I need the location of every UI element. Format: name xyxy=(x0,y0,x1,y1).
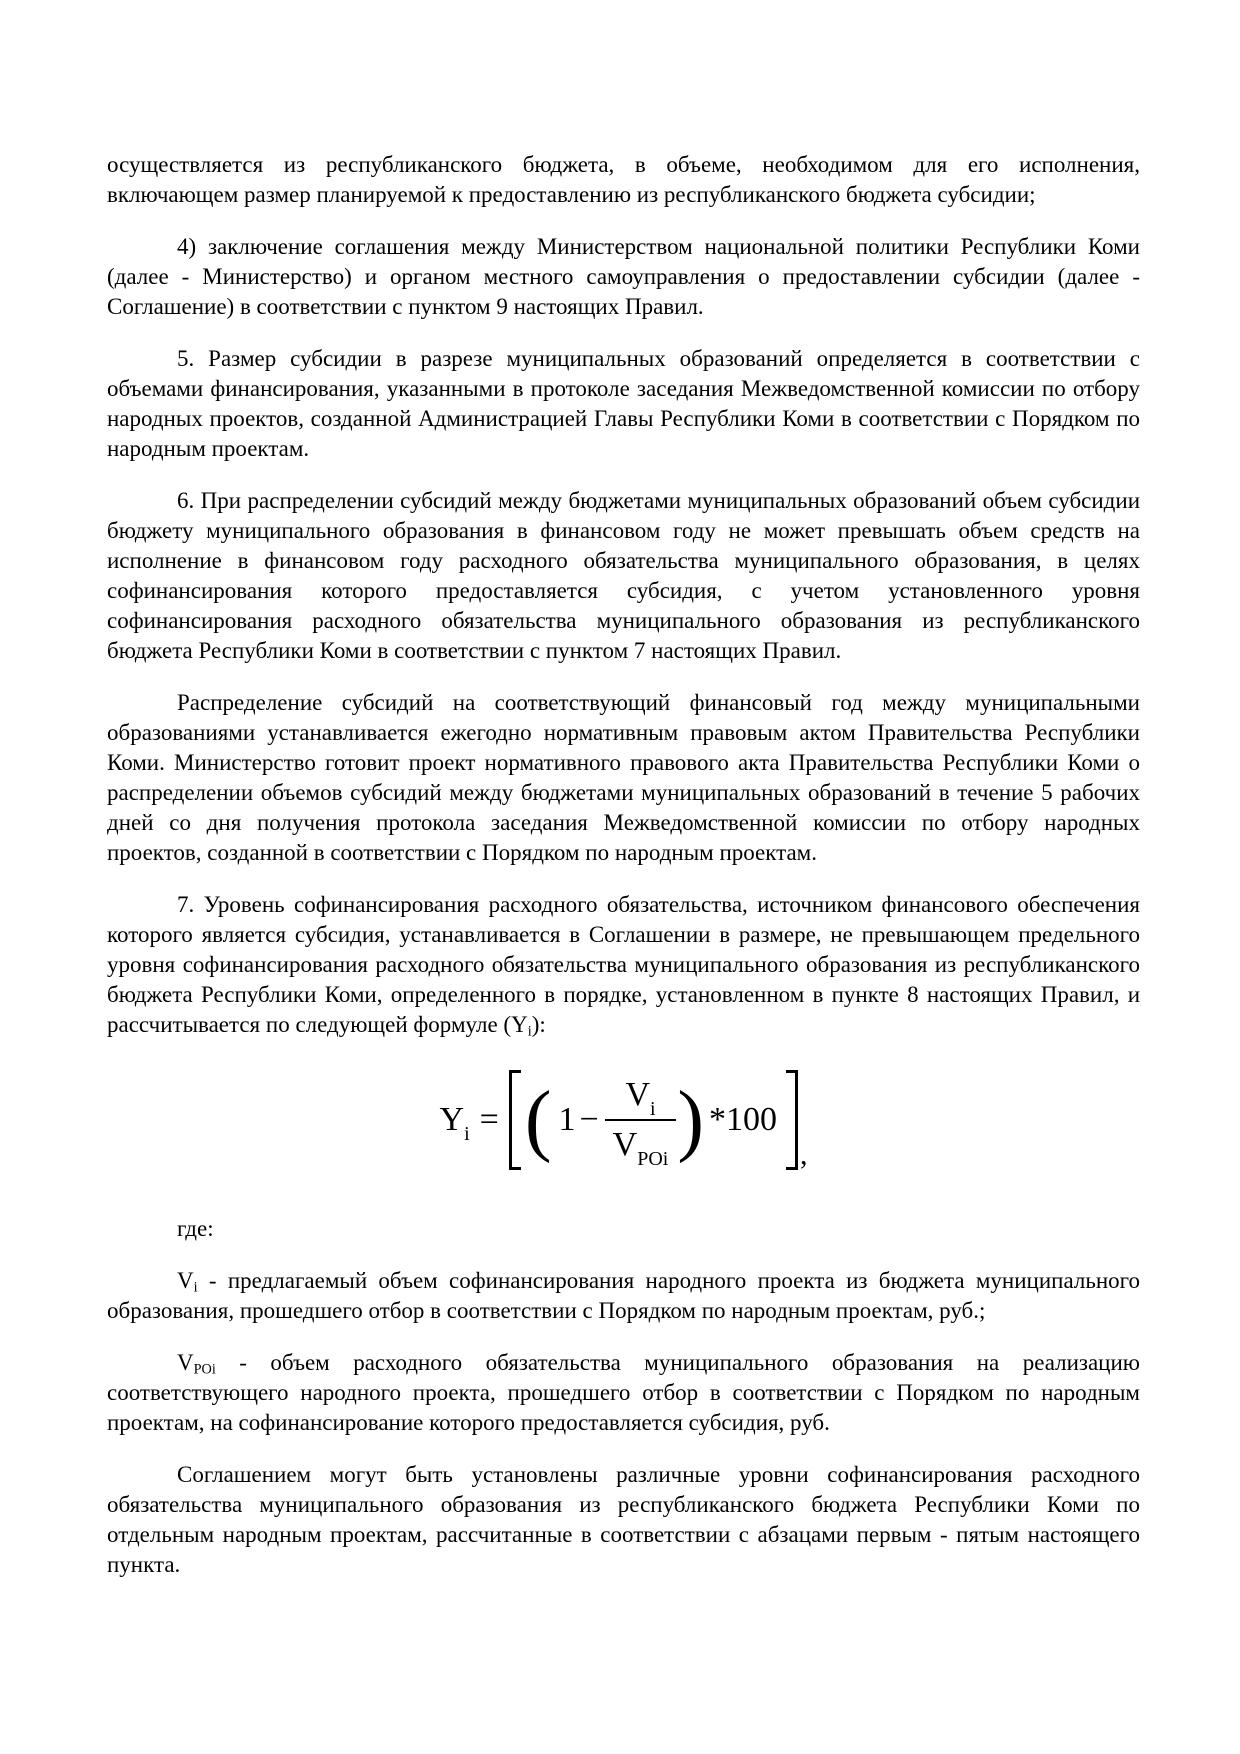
vi-subscript: i xyxy=(193,1279,198,1296)
paragraph-distribution: Распределение субсидий на соответствующий финансовый год между муниципальными образованиями устанавливается ежегодно нормативным правовым актом Правительства Республики Коми. Министерство готовит проект нормативного правового акта Правительства Республики Коми о распределении объемов субсидий между бюджетами муниципальных образований в течение 5 рабочих дней со дня получения протокола заседания Межведомственной комиссии по отбору народных проектов, созданной в соответствии с Порядком по народным проектам. xyxy=(107,690,1140,865)
paragraph-item-7 xyxy=(107,890,1140,1040)
denominator-sub: POi xyxy=(637,1148,669,1170)
denominator-base: V xyxy=(612,1126,638,1163)
right-paren: ) xyxy=(677,1076,704,1164)
vi-definition-text: - предлагаемый объем софинансирования народного проекта из бюджета муниципального образования, прошедшего отбор в соответствии с Порядком по народным проектам, руб.; xyxy=(107,1268,1140,1323)
paragraph-item-7-tail: ): xyxy=(531,1012,546,1037)
fraction-numerator xyxy=(617,1076,663,1119)
numerator-base: V xyxy=(625,1076,650,1113)
vpoi-definition-text: - объем расходного обязательства муниципального образования на реализацию соответствующего народного проекта, прошедшего отбор в соответствии с Порядком по народным проектам, на софинансирование которого предоставляется субсидия, руб. xyxy=(107,1350,1140,1435)
equals-sign: = xyxy=(479,1101,499,1138)
paragraph-item-4: 4) заключение соглашения между Министерством национальной политики Республики Коми (далее - Министерство) и органом местного самоуправления о предоставлении субсидии (далее - Соглашение) в соответствии с пунктом 9 настоящих Правил. xyxy=(107,234,1140,319)
paragraph-where: где: xyxy=(177,1216,214,1241)
minus-sign: − xyxy=(579,1101,599,1138)
right-square-bracket xyxy=(786,1070,798,1170)
vpoi-subscript: POi xyxy=(193,1361,216,1378)
left-square-bracket xyxy=(509,1070,521,1170)
vpoi-variable: V xyxy=(177,1350,194,1375)
formula-trailing-comma: , xyxy=(799,1138,808,1171)
formula-result-base: Y xyxy=(439,1101,465,1138)
left-paren: ( xyxy=(524,1076,552,1164)
fraction-denominator xyxy=(605,1119,677,1170)
formula-result-sub: i xyxy=(464,1123,470,1145)
vi-variable: V xyxy=(177,1268,194,1293)
formula-one: 1 xyxy=(558,1101,576,1138)
numerator-sub: i xyxy=(650,1098,656,1120)
cofinancing-level-formula xyxy=(107,1070,1140,1170)
paragraph-agreement: Соглашением могут быть установлены различные уровни софинансирования расходного обязательства муниципального образования из республиканского бюджета Республики Коми по отдельным народным проектам, рассчитанные в соответствии с абзацами первым - пятым настоящего пункта. xyxy=(107,1462,1140,1577)
paragraph-item-5: 5. Размер субсидии в разрезе муниципальных образований определяется в соответствии с объемами финансирования, указанными в протоколе заседания Межведомственной комиссии по отбору народных проектов, созданной Администрацией Главы Республики Коми в соответствии с Порядком по народным проектам. xyxy=(107,346,1140,461)
yi-subscript: i xyxy=(527,1023,532,1040)
paragraph-intro: осуществляется из республиканского бюджета, в объеме, необходимом для его исполнения, включающем размер планируемой к предоставлению из республиканского бюджета субсидии; xyxy=(107,152,1140,207)
formula-fraction xyxy=(605,1076,677,1170)
formula-result-variable xyxy=(439,1101,470,1145)
paragraph-item-7-text: 7. Уровень софинансирования расходного обязательства, источником финансового обеспечения которого является субсидия, устанавливается в Соглашении в размере, не превышающем предельного уровня софинансирования расходного обязательства муниципального образования из республиканского бюджета Республики Коми, определенного в порядке, установленном в пункте 8 настоящих Правил, и рассчитывается по следующей формуле (Y xyxy=(107,892,1140,1037)
paragraph-vpoi-definition xyxy=(107,1348,1140,1438)
paragraph-vi-definition xyxy=(107,1266,1140,1326)
multiplier-times-100: *100 xyxy=(708,1101,777,1138)
paragraph-item-6: 6. При распределении субсидий между бюджетами муниципальных образований объем субсидии бюджету муниципального образования в финансовом году не может превышать объем средств на исполнение в финансовом году расходного обязательства муниципального образования, в целях софинансирования которого предоставляется субсидия, с учетом установленного уровня софинансирования расходного обязательства муниципального образования из республиканского бюджета Республики Коми в соответствии с пунктом 7 настоящих Правил. xyxy=(107,488,1140,663)
